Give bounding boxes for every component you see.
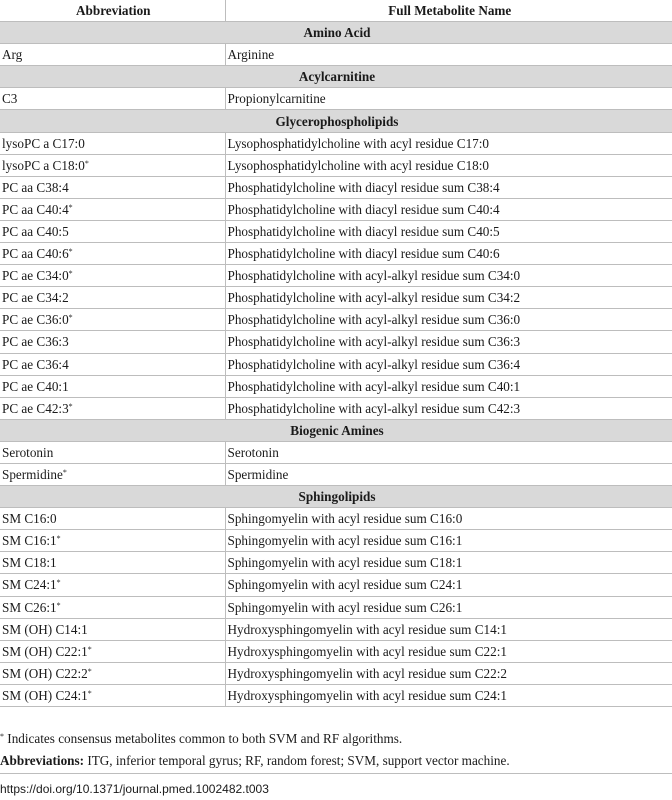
consensus-star: * [68, 313, 73, 323]
full-name-cell: Phosphatidylcholine with acyl-alkyl residue sum C40:1 [225, 375, 672, 397]
abbreviation-text: PC aa C40:5 [2, 223, 69, 239]
consensus-star: * [87, 644, 92, 654]
abbreviation-cell [0, 552, 225, 574]
table-row [0, 243, 672, 265]
table-row [0, 508, 672, 530]
abbreviation-cell [0, 397, 225, 419]
table-row [0, 574, 672, 596]
abbreviation-cell [0, 265, 225, 287]
group-header-row [0, 419, 672, 441]
table-row [0, 198, 672, 220]
abbreviation-cell [0, 640, 225, 662]
table-row [0, 618, 672, 640]
table-row [0, 353, 672, 375]
abbreviation-cell [0, 198, 225, 220]
abbreviation-text: SM C16:1 [2, 533, 57, 549]
full-name-cell: Phosphatidylcholine with diacyl residue sum C40:4 [225, 198, 672, 220]
group-title: Glycerophospholipids [0, 110, 672, 132]
abbreviation-cell [0, 596, 225, 618]
group-header-row [0, 22, 672, 44]
abbreviation-text: SM (OH) C22:2 [2, 665, 88, 681]
consensus-star: * [62, 468, 67, 478]
full-name-cell: Phosphatidylcholine with diacyl residue sum C40:6 [225, 243, 672, 265]
full-name-cell: Phosphatidylcholine with acyl-alkyl residue sum C36:0 [225, 309, 672, 331]
abbreviation-text: C3 [2, 91, 18, 107]
group-title: Acylcarnitine [0, 66, 672, 88]
footnote-star: * [0, 732, 4, 741]
footnote-consensus-text: Indicates consensus metabolites common to both SVM and RF algorithms. [4, 731, 403, 746]
table-row [0, 309, 672, 331]
abbreviation-text: lysoPC a C18:0 [2, 157, 85, 173]
abbreviation-cell [0, 353, 225, 375]
full-name-cell: Phosphatidylcholine with diacyl residue sum C38:4 [225, 176, 672, 198]
abbreviation-text: PC ae C36:4 [2, 356, 69, 372]
abbreviation-cell [0, 574, 225, 596]
full-name-cell: Phosphatidylcholine with acyl-alkyl residue sum C34:0 [225, 265, 672, 287]
abbreviation-cell [0, 331, 225, 353]
group-header-row [0, 66, 672, 88]
doi-link[interactable]: https://doi.org/10.1371/journal.pmed.1002482.t003 [0, 782, 269, 796]
full-name-cell: Hydroxysphingomyelin with acyl residue sum C24:1 [225, 684, 672, 706]
consensus-star: * [87, 688, 92, 698]
abbreviation-text: PC ae C36:0 [2, 312, 69, 328]
table-row [0, 132, 672, 154]
group-title: Amino Acid [0, 22, 672, 44]
abbreviation-text: SM C26:1 [2, 599, 57, 615]
table-row [0, 88, 672, 110]
abbreviation-text: PC ae C42:3 [2, 400, 69, 416]
column-header-full-name: Full Metabolite Name [225, 0, 672, 22]
abbreviation-cell [0, 44, 225, 66]
abbreviation-text: lysoPC a C17:0 [2, 135, 85, 151]
table-row [0, 463, 672, 485]
abbreviation-cell [0, 662, 225, 684]
abbreviation-text: SM C18:1 [2, 555, 57, 571]
full-name-cell: Spermidine [225, 463, 672, 485]
consensus-star: * [56, 534, 61, 544]
abbreviation-text: SM (OH) C14:1 [2, 621, 88, 637]
abbreviation-cell [0, 220, 225, 242]
full-name-cell: Phosphatidylcholine with acyl-alkyl residue sum C42:3 [225, 397, 672, 419]
abbreviation-text: PC ae C34:2 [2, 290, 69, 306]
column-header-abbreviation: Abbreviation [0, 0, 225, 22]
table-row [0, 530, 672, 552]
group-title: Biogenic Amines [0, 419, 672, 441]
consensus-star: * [68, 269, 73, 279]
group-title: Sphingolipids [0, 486, 672, 508]
abbreviation-cell [0, 463, 225, 485]
full-name-cell: Phosphatidylcholine with diacyl residue sum C40:5 [225, 220, 672, 242]
full-name-cell: Hydroxysphingomyelin with acyl residue sum C14:1 [225, 618, 672, 640]
abbreviation-cell [0, 375, 225, 397]
abbreviation-text: Arg [2, 47, 23, 63]
full-name-cell: Sphingomyelin with acyl residue sum C16:1 [225, 530, 672, 552]
table-row [0, 596, 672, 618]
consensus-star: * [84, 158, 89, 168]
abbreviation-text: PC aa C40:4 [2, 201, 69, 217]
full-name-cell: Sphingomyelin with acyl residue sum C26:1 [225, 596, 672, 618]
abbreviations-text: ITG, inferior temporal gyrus; RF, random forest; SVM, support vector machine. [84, 753, 510, 768]
table-row [0, 662, 672, 684]
full-name-cell: Sphingomyelin with acyl residue sum C18:1 [225, 552, 672, 574]
table-row [0, 265, 672, 287]
table-row [0, 640, 672, 662]
abbreviation-text: SM (OH) C22:1 [2, 643, 88, 659]
table-row [0, 154, 672, 176]
abbreviation-cell [0, 508, 225, 530]
full-name-cell: Serotonin [225, 441, 672, 463]
full-name-cell: Phosphatidylcholine with acyl-alkyl residue sum C36:3 [225, 331, 672, 353]
full-name-cell: Lysophosphatidylcholine with acyl residue C18:0 [225, 154, 672, 176]
table-row [0, 552, 672, 574]
abbreviation-cell [0, 132, 225, 154]
abbreviation-text: PC aa C38:4 [2, 179, 69, 195]
table-row [0, 331, 672, 353]
abbreviation-text: SM (OH) C24:1 [2, 687, 88, 703]
table-header-row [0, 0, 672, 22]
abbreviation-cell [0, 287, 225, 309]
abbreviations-label: Abbreviations: [0, 753, 85, 768]
abbreviation-text: PC ae C34:0 [2, 268, 69, 284]
abbreviation-cell [0, 243, 225, 265]
abbreviation-cell [0, 309, 225, 331]
table-row [0, 176, 672, 198]
consensus-star: * [68, 401, 73, 411]
consensus-star: * [68, 202, 73, 212]
full-name-cell: Sphingomyelin with acyl residue sum C24:1 [225, 574, 672, 596]
full-name-cell: Arginine [225, 44, 672, 66]
table-body [0, 22, 672, 707]
group-header-row [0, 486, 672, 508]
table-row [0, 220, 672, 242]
table-row [0, 287, 672, 309]
group-header-row [0, 110, 672, 132]
table-row [0, 44, 672, 66]
abbreviation-text: PC aa C40:6 [2, 246, 69, 262]
abbreviation-text: Spermidine [2, 467, 63, 483]
full-name-cell: Hydroxysphingomyelin with acyl residue sum C22:1 [225, 640, 672, 662]
abbreviation-text: PC ae C36:3 [2, 334, 69, 350]
full-name-cell: Propionylcarnitine [225, 88, 672, 110]
consensus-star: * [56, 578, 61, 588]
consensus-star: * [87, 666, 92, 676]
table-row [0, 397, 672, 419]
full-name-cell: Phosphatidylcholine with acyl-alkyl residue sum C36:4 [225, 353, 672, 375]
abbreviation-text: SM C16:0 [2, 511, 57, 527]
footnote-consensus [0, 731, 402, 747]
abbreviation-text: Serotonin [2, 444, 54, 460]
consensus-star: * [68, 247, 73, 257]
full-name-cell: Hydroxysphingomyelin with acyl residue sum C22:2 [225, 662, 672, 684]
abbreviation-cell [0, 176, 225, 198]
abbreviation-text: SM C24:1 [2, 577, 57, 593]
abbreviation-cell [0, 154, 225, 176]
full-name-cell: Lysophosphatidylcholine with acyl residue C17:0 [225, 132, 672, 154]
table-row [0, 375, 672, 397]
consensus-star: * [56, 600, 61, 610]
table-row [0, 441, 672, 463]
full-name-cell: Sphingomyelin with acyl residue sum C16:0 [225, 508, 672, 530]
abbreviation-text: PC ae C40:1 [2, 378, 69, 394]
divider [0, 773, 672, 774]
footnote-abbreviations [0, 753, 510, 769]
abbreviation-cell [0, 618, 225, 640]
abbreviation-cell [0, 530, 225, 552]
table-row [0, 684, 672, 706]
abbreviation-cell [0, 441, 225, 463]
full-name-cell: Phosphatidylcholine with acyl-alkyl residue sum C34:2 [225, 287, 672, 309]
abbreviation-cell [0, 88, 225, 110]
abbreviation-cell [0, 684, 225, 706]
